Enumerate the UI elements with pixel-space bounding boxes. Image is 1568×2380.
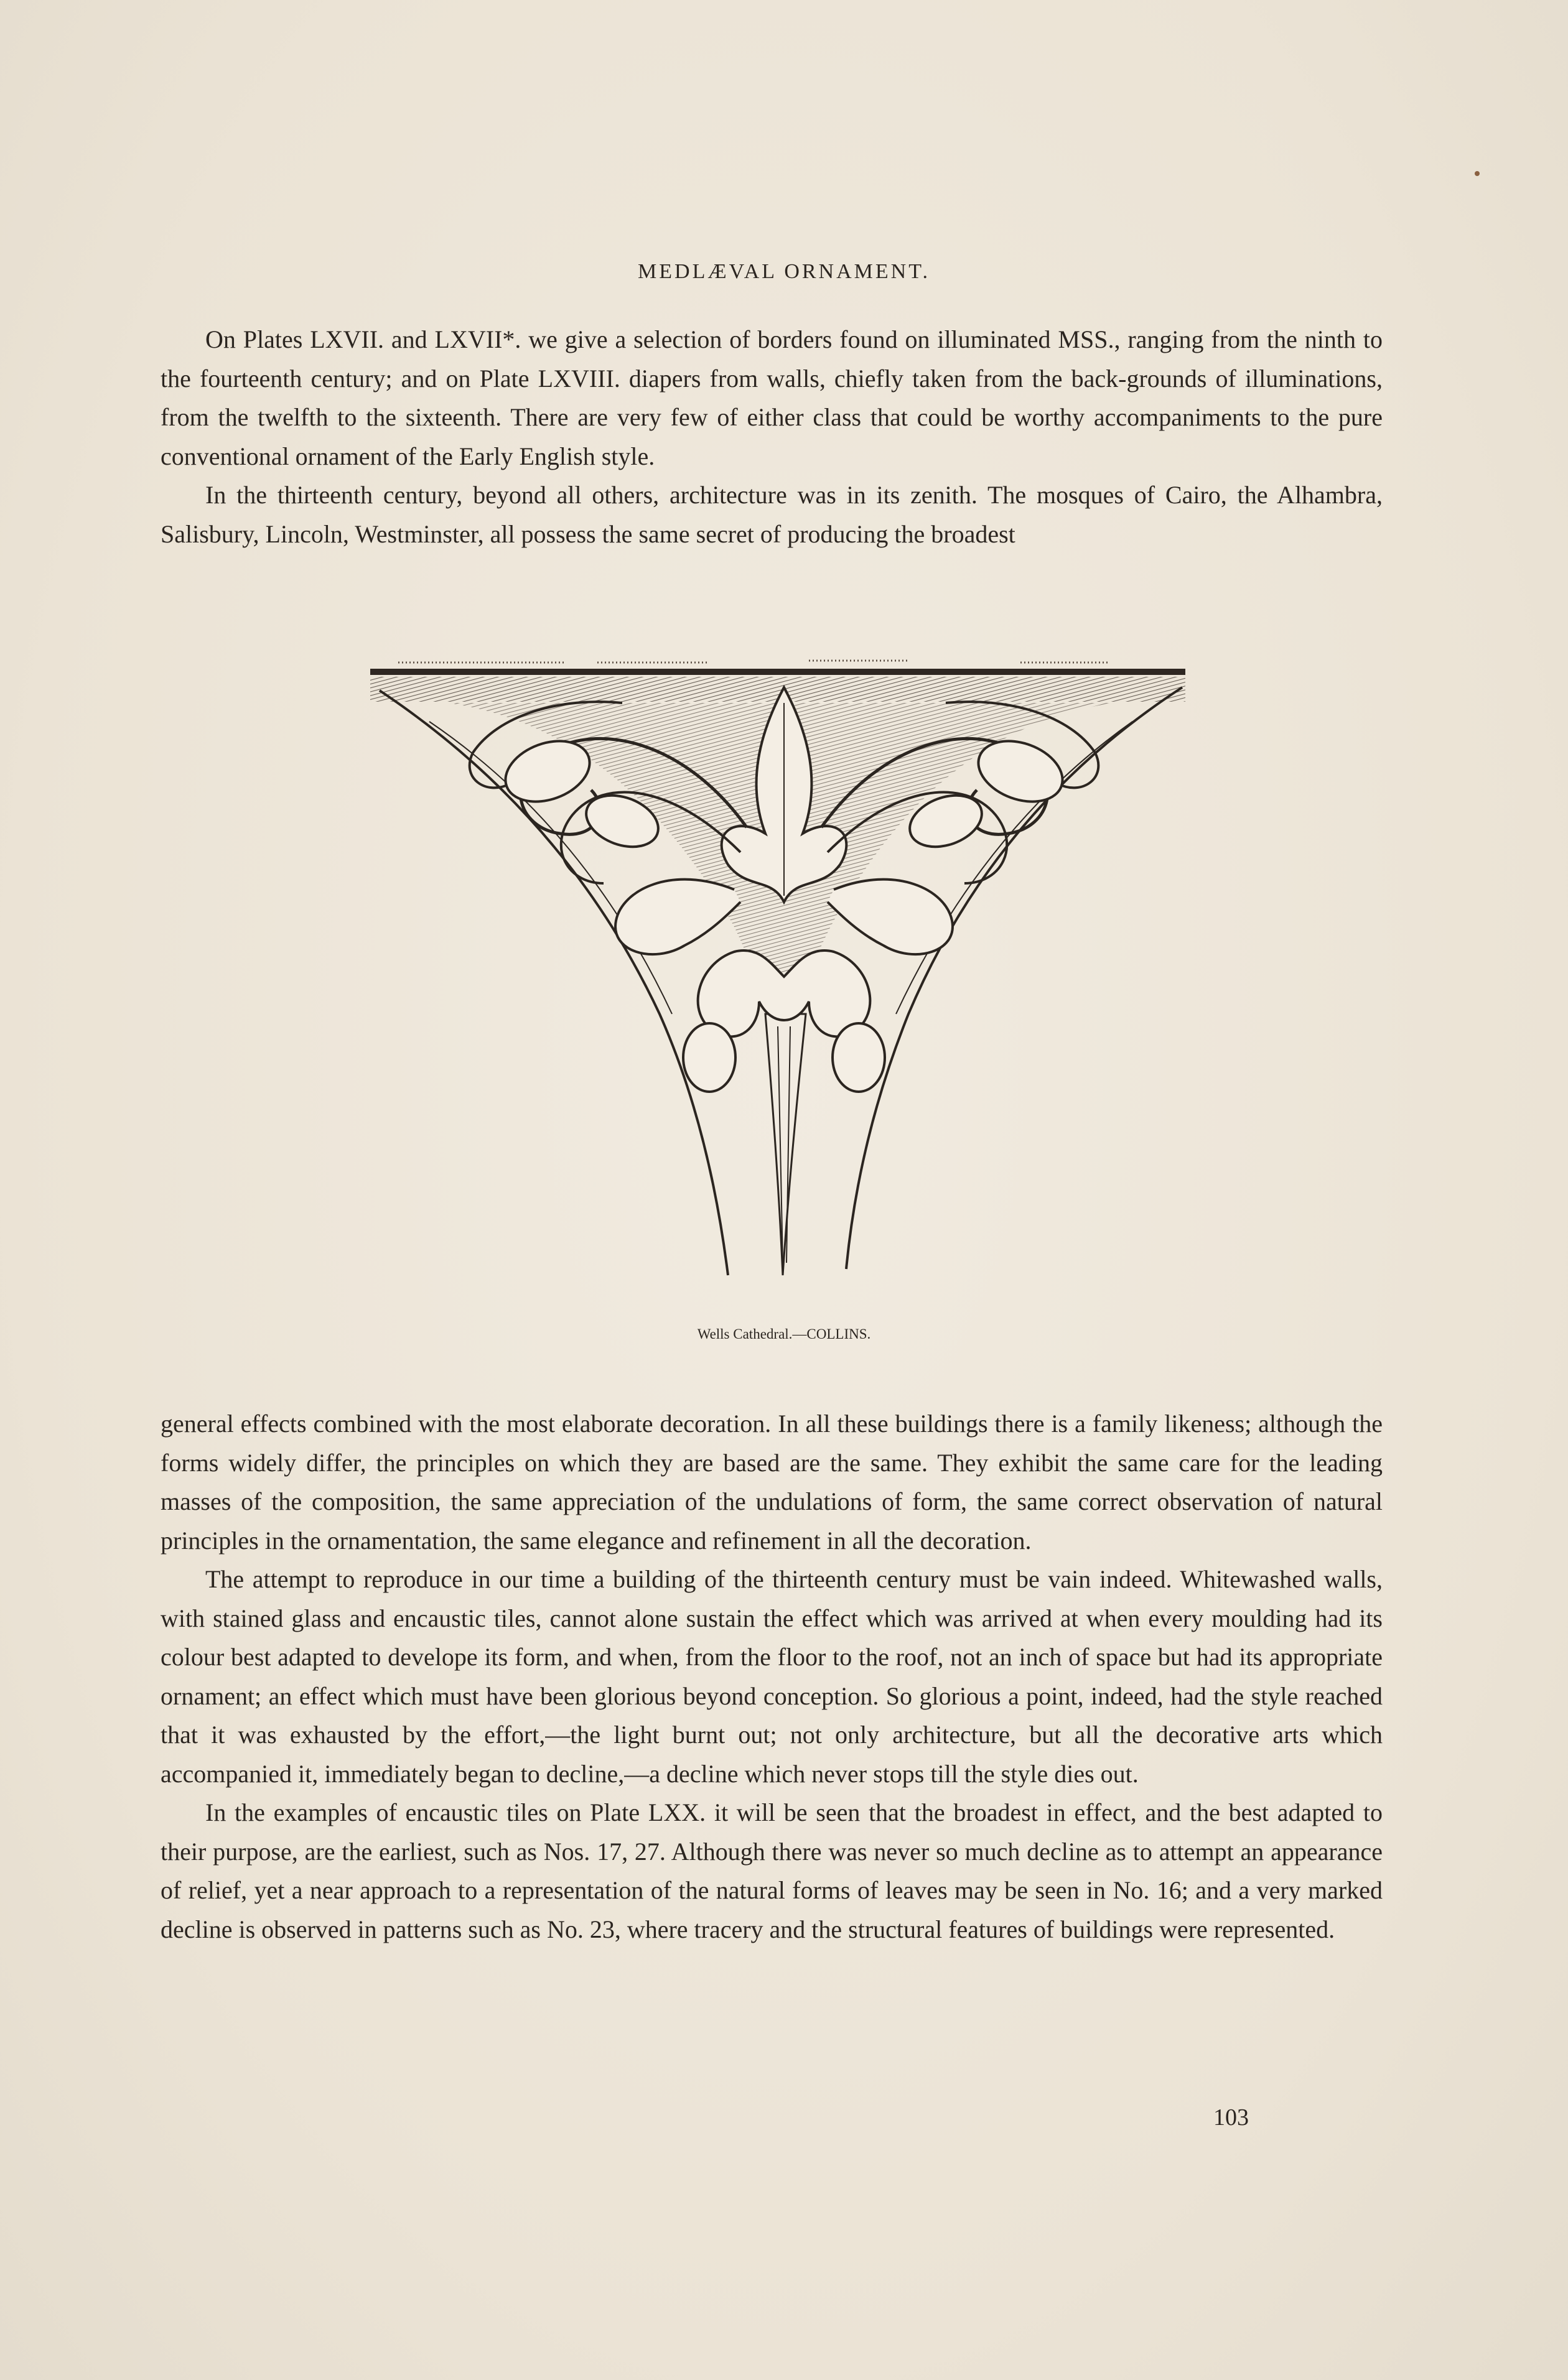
paragraph: In the examples of encaustic tiles on Plate LXX. it will be seen that the broadest in effect, and the best adapted to their purpose, are the earliest, such as Nos. 17, 27. Although there was never so much decline as to attempt an appearance of relief, yet a near approach to a representation of the natural forms of leaves may be seen in No. 16; and a very marked decline is observed in patterns such as No. 23, where tracery and the structural features of buildings were represented. [161, 1798, 1383, 1943]
running-head: MEDLÆVAL ORNAMENT. [638, 260, 930, 283]
paragraph: general effects combined with the most elaborate decoration. In all these buildings there is a family likeness; although the forms widely differ, the principles on which they are based are the same. They exhibit the same care for the leading masses of the composition, the same appreciation of the undulations of form, the same correct observation of natural principles in the ornamentation, the same elegance and refinement in all the decoration. [161, 1410, 1383, 1555]
carved-foliage-spandrel-icon [361, 628, 1195, 1297]
text-block-top [161, 320, 1383, 554]
figure-wells-cathedral [361, 628, 1195, 1297]
paragraph: The attempt to reproduce in our time a building of the thirteenth century must be vain indeed. Whitewashed walls, with stained glass and encaustic tiles, cannot alone sustain the effect which was arrived at when every moulding had its colour best adapted to develope its form, and when, from the floor to the roof, not an inch of space but had its appropriate ornament; an effect which must have been glorious beyond conception. So glorious a point, indeed, had the style reached that it was exhausted by the effort,—the light burnt out; not only architecture, but all the decorative arts which accompanied it, immediately began to decline,—a decline which never stops till the style dies out. [161, 1565, 1383, 1788]
paper-speck [1475, 171, 1480, 176]
paragraph: In the thirteenth century, beyond all others, architecture was in its zenith. The mosques of Cairo, the Alhambra, Salisbury, Lincoln, Westminster, all possess the same secret of producing the broadest [161, 481, 1383, 548]
figure-caption: Wells Cathedral.—COLLINS. [697, 1326, 871, 1342]
page-number: 103 [1213, 2104, 1249, 2131]
text-block-bottom [161, 1405, 1383, 1949]
paragraph: On Plates LXVII. and LXVII*. we give a selection of borders found on illuminated MSS., ranging from the ninth to the fourteenth century; and on Plate LXVIII. diapers from walls, chiefly taken from the back-grounds of illuminations, from the twelfth to the sixteenth. There are very few of either class that could be worthy accompaniments to the pure conventional ornament of the Early English style. [161, 325, 1383, 470]
